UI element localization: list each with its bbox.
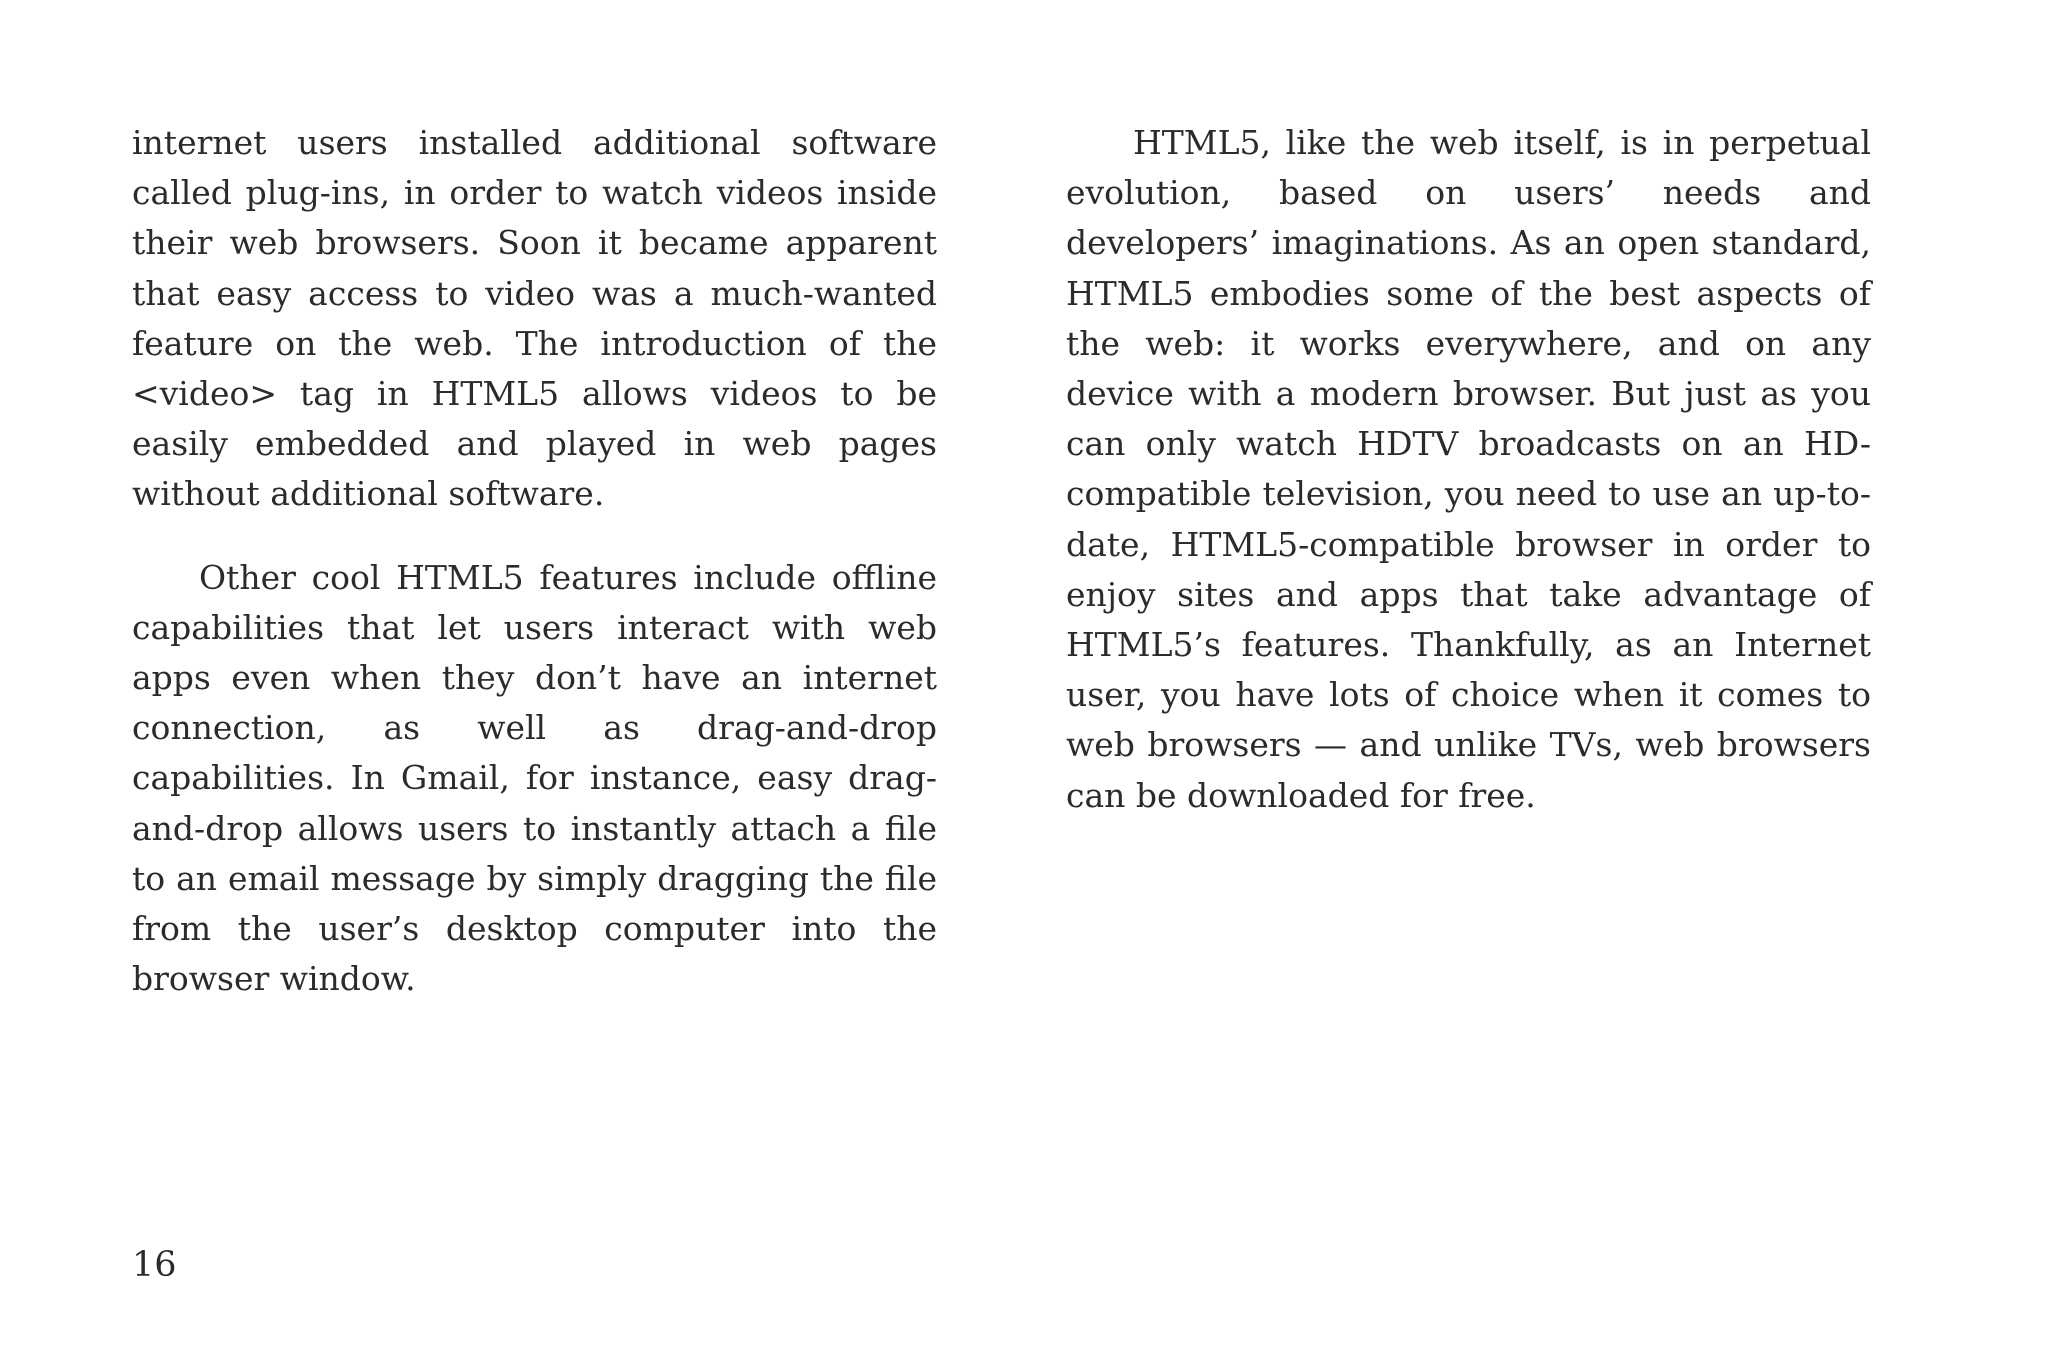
- right-column: [1066, 118, 1871, 854]
- paragraph-offline-features: Other cool HTML5 features include offline capabilities that let users interact with web apps even when they don’t have an internet connection, as well as drag-and-drop capabilities. In Gmail, for instance, easy drag-and-drop allows users to instantly attach a file to an email message by simply dragging the file from the user’s desktop computer into the browser window.: [132, 557, 937, 999]
- page-number: 16: [132, 1245, 177, 1285]
- left-column: [132, 118, 937, 1037]
- paragraph-html5-evolution: HTML5, like the web itself, is in perpetual evolution, based on users’ needs and developers’ imaginations. As an open standard, HTML5 embodies some of the best aspects of the web: it works everywhere, and on any device with a modern browser. But just as you can only watch HDTV broadcasts on an HD-compatible television, you need to use an up-to-date, HTML5-compatible browser in order to enjoy sites and apps that take advantage of HTML5’s features. Thankfully, as an Internet user, you have lots of choice when it comes to web browsers — and unlike TVs, web browsers can be downloaded for free.: [1066, 123, 1871, 815]
- paragraph-video-plugins: internet users installed additional software called plug-ins, in order to watch videos inside their web browsers. Soon it became apparent that easy access to video was a much-wanted feature on the web. The introduction of the <video> tag in HTML5 allows videos to be easily embedded and played in web pages without additional software.: [132, 123, 937, 514]
